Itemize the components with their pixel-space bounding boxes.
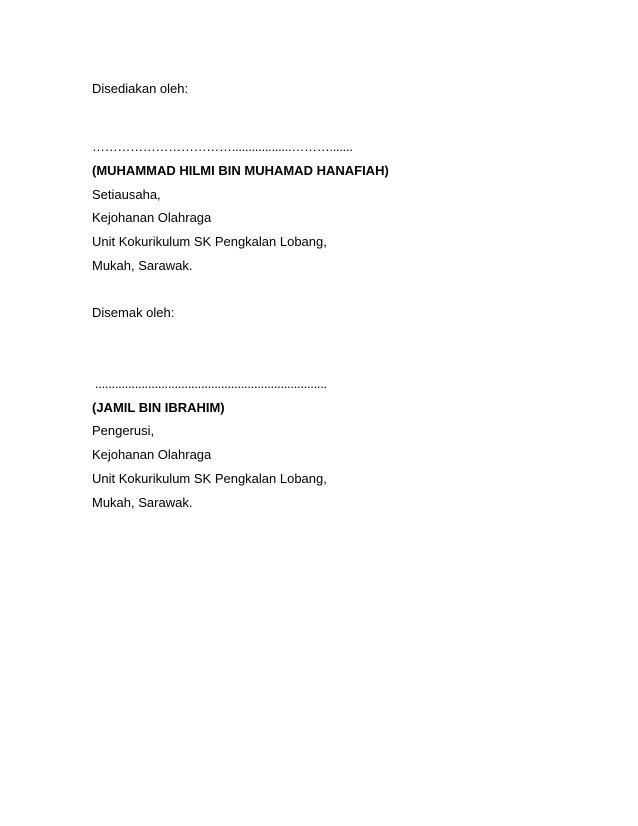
prepared-by-position: Setiausaha, bbox=[92, 187, 161, 202]
prepared-by-signature-line: ……………………………..................………....... bbox=[92, 139, 353, 154]
checked-by-name: (JAMIL BIN IBRAHIM) bbox=[92, 400, 225, 415]
prepared-by-location: Mukah, Sarawak. bbox=[92, 258, 193, 273]
checked-by-event: Kejohanan Olahraga bbox=[92, 447, 212, 462]
checked-by-unit: Unit Kokurikulum SK Pengkalan Lobang, bbox=[92, 471, 327, 486]
checked-by-location: Mukah, Sarawak. bbox=[92, 495, 193, 510]
checked-by-signature-line: ...................................................................... bbox=[95, 376, 327, 391]
checked-by-label: Disemak oleh: bbox=[92, 305, 175, 320]
prepared-by-name: (MUHAMMAD HILMI BIN MUHAMAD HANAFIAH) bbox=[92, 163, 389, 178]
prepared-by-unit: Unit Kokurikulum SK Pengkalan Lobang, bbox=[92, 234, 327, 249]
prepared-by-event: Kejohanan Olahraga bbox=[92, 210, 212, 225]
prepared-by-label: Disediakan oleh: bbox=[92, 81, 189, 96]
checked-by-position: Pengerusi, bbox=[92, 423, 155, 438]
